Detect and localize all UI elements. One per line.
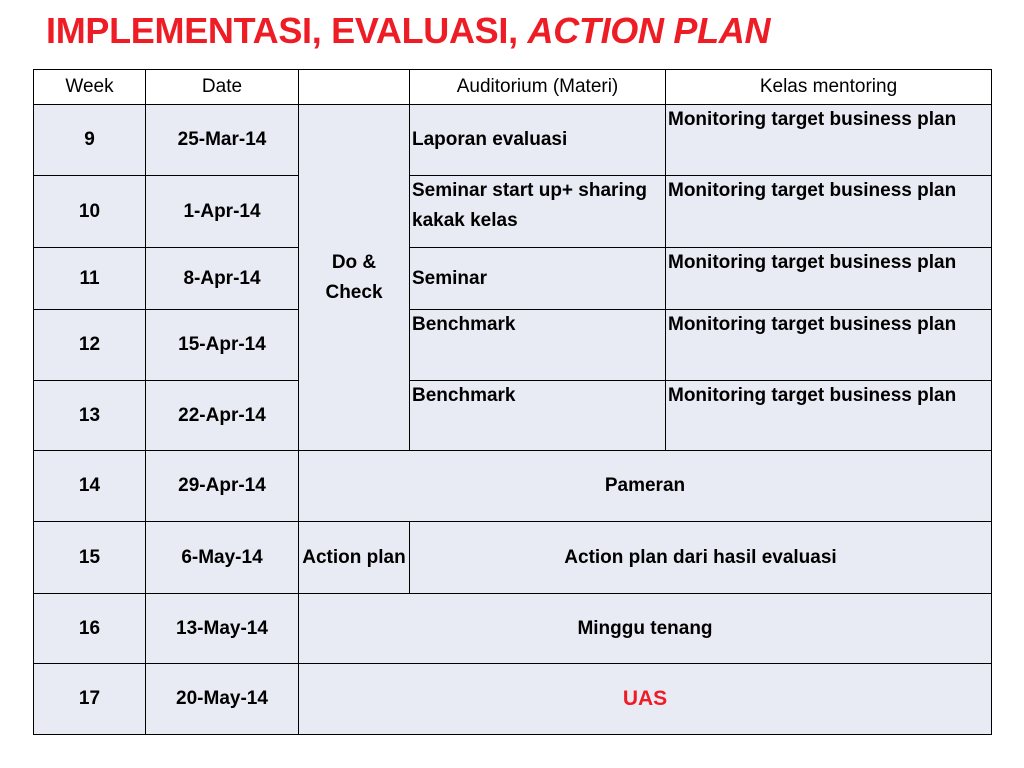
date-cell: 22-Apr-14 [146,381,299,451]
date-cell: 8-Apr-14 [146,248,299,310]
week-cell: 15 [34,522,146,594]
header-mentoring: Kelas mentoring [666,70,992,105]
date-cell: 15-Apr-14 [146,310,299,381]
mentoring-cell: Monitoring target business plan [666,248,992,310]
mentoring-cell: Monitoring target business plan [666,176,992,248]
table-row [34,522,992,594]
merged-activity-cell: Minggu tenang [299,594,992,664]
header-auditorium: Auditorium (Materi) [410,70,666,105]
auditorium-cell: Benchmark [410,381,666,451]
merged-activity-cell: Action plan dari hasil evaluasi [410,522,992,594]
table-row [34,594,992,664]
week-cell: 10 [34,176,146,248]
week-cell: 12 [34,310,146,381]
table-header-row [34,70,992,105]
week-cell: 14 [34,451,146,522]
auditorium-cell: Laporan evaluasi [410,105,666,176]
date-cell: 25-Mar-14 [146,105,299,176]
auditorium-cell: Seminar start up+ sharing kakak kelas [410,176,666,248]
phase-cell-action-plan: Action plan [299,522,410,594]
date-cell: 1-Apr-14 [146,176,299,248]
header-week: Week [34,70,146,105]
mentoring-cell: Monitoring target business plan [666,310,992,381]
week-cell: 13 [34,381,146,451]
table-row [34,310,992,381]
week-cell: 11 [34,248,146,310]
week-cell: 16 [34,594,146,664]
auditorium-cell: Benchmark [410,310,666,381]
table-row [34,664,992,735]
phase-cell-do-check: Do & Check [299,105,410,451]
table-row [34,176,992,248]
table-row [34,451,992,522]
week-cell: 9 [34,105,146,176]
table-row [34,248,992,310]
header-date: Date [146,70,299,105]
mentoring-cell: Monitoring target business plan [666,105,992,176]
date-cell: 29-Apr-14 [146,451,299,522]
date-cell: 13-May-14 [146,594,299,664]
auditorium-cell: Seminar [410,248,666,310]
mentoring-cell: Monitoring target business plan [666,381,992,451]
header-phase [299,70,410,105]
table-row [34,105,992,176]
merged-activity-cell: Pameran [299,451,992,522]
title-italic: ACTION PLAN [527,10,771,51]
date-cell: 6-May-14 [146,522,299,594]
table-row [34,381,992,451]
date-cell: 20-May-14 [146,664,299,735]
week-cell: 17 [34,664,146,735]
slide-title [46,10,770,52]
uas-cell: UAS [299,664,992,735]
title-main: IMPLEMENTASI, EVALUASI, [46,10,528,51]
schedule-table [33,69,992,735]
